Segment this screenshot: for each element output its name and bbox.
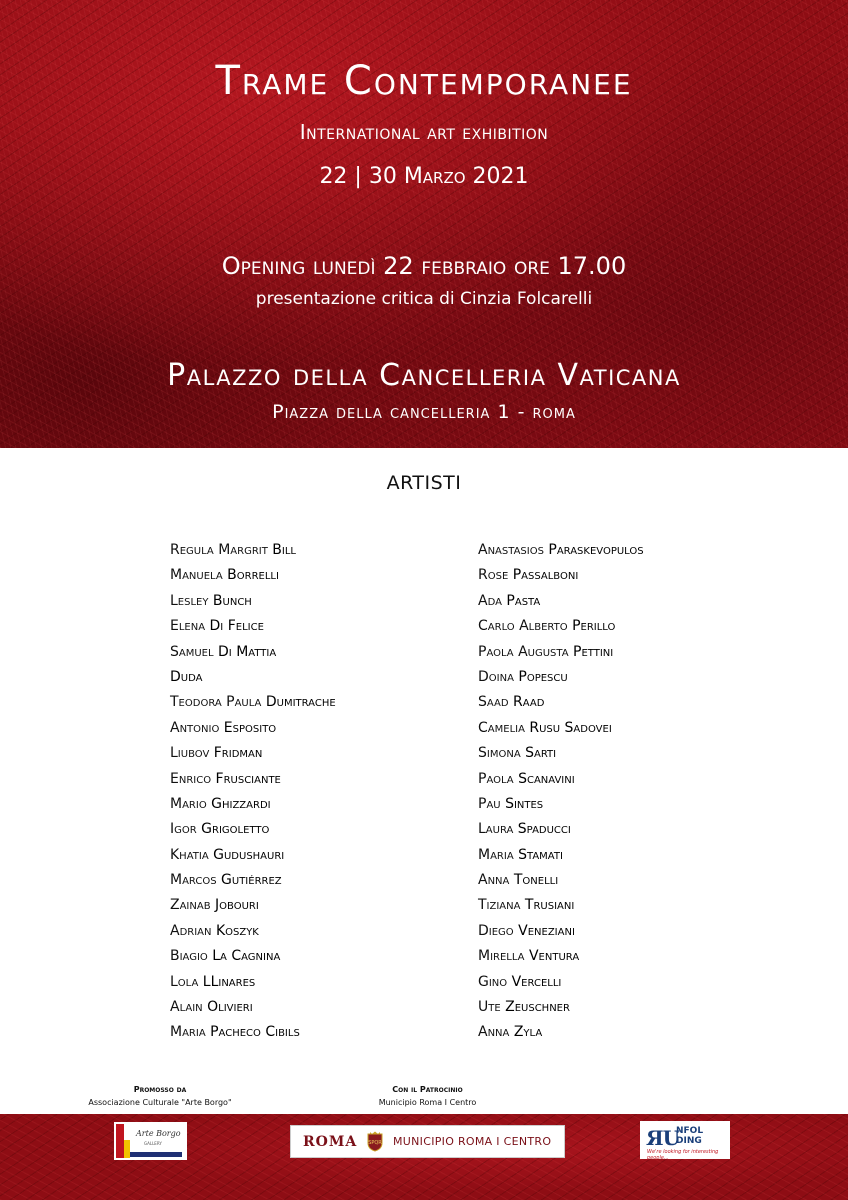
artist-last-name: Scanavini xyxy=(518,770,575,787)
artist-item xyxy=(170,972,336,997)
artist-first-name: Anna xyxy=(478,872,514,889)
venue-name: Palazzo della Cancelleria Vaticana xyxy=(167,358,681,393)
artist-last-name: Gutiérrez xyxy=(221,872,282,889)
artist-last-name: Zyla xyxy=(513,1024,543,1041)
artist-last-name: Veneziani xyxy=(518,922,575,939)
artist-first-name: Mirella xyxy=(478,948,529,965)
artist-item xyxy=(478,1022,644,1047)
artist-last-name: Spaducci xyxy=(517,821,571,838)
artist-first-name: Liubov xyxy=(170,745,214,762)
artist-item xyxy=(170,540,336,565)
artist-first-name: Tiziana xyxy=(478,897,525,914)
artist-item xyxy=(170,743,336,768)
artist-item xyxy=(170,870,336,895)
artist-last-name: Popescu xyxy=(518,668,568,685)
venue-address: Piazza della cancelleria 1 - roma xyxy=(272,401,576,423)
artist-item xyxy=(478,667,644,692)
artist-first-name: Paola xyxy=(478,770,519,787)
artist-item xyxy=(170,591,336,616)
artist-first-name: Ada xyxy=(478,592,507,609)
artist-last-name: Jobouri xyxy=(215,897,259,914)
artist-item xyxy=(170,845,336,870)
arte-borgo-wordmark: Arte Borgo xyxy=(136,1129,181,1138)
artist-last-name: Fridman xyxy=(213,745,263,762)
artist-first-name: Elena xyxy=(170,618,210,635)
artist-first-name: Adrian xyxy=(170,922,216,939)
artist-item xyxy=(170,921,336,946)
artist-item xyxy=(478,895,644,920)
artist-last-name: Passalboni xyxy=(512,567,579,584)
artist-item xyxy=(170,794,336,819)
municipio-roma-logo xyxy=(290,1125,565,1158)
promoter-org: Associazione Culturale "Arte Borgo" xyxy=(88,1098,232,1107)
opening-info: Opening lunedì 22 febbraio ore 17.00 xyxy=(221,252,627,280)
hero-banner xyxy=(0,0,848,448)
artist-item xyxy=(478,692,644,717)
artist-first-name: Maria xyxy=(478,846,519,863)
artist-item xyxy=(478,743,644,768)
artist-first-name: Teodora Paula xyxy=(170,694,266,711)
artist-item xyxy=(478,819,644,844)
artist-first-name: Camelia xyxy=(478,719,530,736)
artist-item xyxy=(170,565,336,590)
artist-last-name: Raad xyxy=(513,694,545,711)
artist-item xyxy=(478,845,644,870)
svg-text:SPQR: SPQR xyxy=(368,1140,382,1146)
artist-first-name: Alain xyxy=(170,999,208,1016)
artist-last-name: Frusciante xyxy=(215,770,281,787)
artist-item xyxy=(478,870,644,895)
artist-last-name: La Cagnina xyxy=(212,948,281,965)
artist-first-name: Mario xyxy=(170,795,212,812)
logo-bar-red xyxy=(116,1124,124,1158)
artist-first-name: Simona xyxy=(478,745,526,762)
artist-item xyxy=(170,895,336,920)
artist-first-name: Regula Margrit xyxy=(170,542,273,558)
artist-item xyxy=(478,794,644,819)
artist-last-name: Vercelli xyxy=(511,973,562,990)
artist-item xyxy=(478,616,644,641)
artist-last-name: Stamati xyxy=(518,846,563,863)
artist-item xyxy=(170,642,336,667)
artist-last-name: Dumitrache xyxy=(265,694,336,711)
artist-last-name: Tonelli xyxy=(513,872,559,889)
artist-last-name: Borrelli xyxy=(227,567,279,584)
artists-list-right xyxy=(478,540,644,1048)
artist-last-name: Pasta xyxy=(506,592,541,609)
artist-first-name: Antonio xyxy=(170,719,224,736)
artist-first-name: Maria xyxy=(170,1024,211,1041)
artist-first-name: Manuela xyxy=(170,567,228,584)
artist-item xyxy=(478,946,644,971)
artist-item xyxy=(478,540,644,565)
artist-item xyxy=(478,565,644,590)
artist-item xyxy=(170,946,336,971)
artist-last-name: Pettini xyxy=(573,643,614,660)
artist-first-name: Laura xyxy=(478,821,518,838)
artist-first-name: Igor xyxy=(170,821,202,838)
promoter-credit xyxy=(70,1083,250,1109)
artist-first-name: Carlo Alberto xyxy=(478,618,573,635)
unfolding-monogram: ЯU xyxy=(646,1126,680,1150)
unfolding-mid: DING xyxy=(676,1136,702,1146)
critic-presentation: presentazione critica di Cinzia Folcarelli xyxy=(255,289,593,309)
artist-first-name: Doina xyxy=(478,668,519,685)
exhibition-title: Trame Contemporanee xyxy=(215,58,633,104)
artist-first-name: Pau xyxy=(478,795,506,812)
artist-last-name: Duda xyxy=(170,668,203,685)
artist-last-name: Zeuschner xyxy=(505,999,570,1016)
artist-first-name: Gino xyxy=(478,973,512,990)
municipio-label: MUNICIPIO ROMA I CENTRO xyxy=(393,1135,552,1148)
artist-last-name: Ghizzardi xyxy=(211,795,271,812)
artist-last-name: Gudushauri xyxy=(213,846,285,863)
artist-item xyxy=(170,616,336,641)
arte-borgo-logo xyxy=(114,1122,187,1160)
artist-last-name: Trusiani xyxy=(524,897,575,914)
artist-item xyxy=(478,972,644,997)
artist-last-name: LLinares xyxy=(202,973,256,990)
artist-item xyxy=(170,819,336,844)
artist-first-name: Anastasios xyxy=(478,542,549,558)
artist-item xyxy=(478,997,644,1022)
artist-last-name: Rusu Sadovei xyxy=(529,719,612,736)
artist-last-name: Perillo xyxy=(572,618,616,635)
unfolding-tagline: We're looking for interesting people... xyxy=(647,1149,719,1161)
artist-first-name: Anna xyxy=(478,1024,514,1041)
artist-first-name: Lola xyxy=(170,973,203,990)
artist-item xyxy=(170,692,336,717)
artist-last-name: Koszyk xyxy=(215,922,259,939)
exhibition-subtitle: International art exhibition xyxy=(299,120,549,144)
artist-last-name: Ventura xyxy=(528,948,580,965)
artist-last-name: Olivieri xyxy=(207,999,253,1016)
artist-last-name: Di Felice xyxy=(209,618,264,635)
artist-last-name: Sarti xyxy=(525,745,557,762)
artist-item xyxy=(170,769,336,794)
artist-last-name: Di Mattia xyxy=(218,643,277,660)
artist-last-name: Bill xyxy=(272,542,296,558)
artist-item xyxy=(478,591,644,616)
arte-borgo-sub: GALLERY xyxy=(144,1141,162,1146)
artist-first-name: Enrico xyxy=(170,770,216,787)
artist-item xyxy=(478,642,644,667)
unfolding-logo xyxy=(640,1121,730,1159)
artist-item xyxy=(170,997,336,1022)
artist-first-name: Diego xyxy=(478,922,519,939)
artist-first-name: Paola Augusta xyxy=(478,643,574,660)
artists-list-left xyxy=(170,540,336,1048)
artist-item xyxy=(170,667,336,692)
artist-first-name: Saad xyxy=(478,694,513,711)
artist-item xyxy=(170,1022,336,1047)
artists-heading: ARTISTI xyxy=(386,472,462,494)
unfolding-top: NFOL xyxy=(676,1126,704,1136)
artist-first-name: Lesley xyxy=(170,592,213,609)
artist-last-name: Grigoletto xyxy=(201,821,270,838)
artist-last-name: Esposito xyxy=(223,719,277,736)
artist-last-name: Paraskevopulos xyxy=(548,542,644,558)
artist-first-name: Ute xyxy=(478,999,506,1016)
artist-item xyxy=(478,769,644,794)
exhibition-dates: 22 | 30 Marzo 2021 xyxy=(319,164,529,189)
patronage-heading: Con il Patrocinio xyxy=(392,1085,463,1094)
artist-item xyxy=(478,718,644,743)
roma-wordmark: ROMA xyxy=(303,1134,358,1150)
promoter-heading: Promosso da xyxy=(133,1085,187,1094)
roma-shield-icon xyxy=(367,1131,383,1152)
artist-first-name: Marcos xyxy=(170,872,222,889)
patronage-credit xyxy=(335,1083,520,1109)
artist-first-name: Khatia xyxy=(170,846,214,863)
artist-first-name: Biagio xyxy=(170,948,213,965)
artist-last-name: Pacheco Cibils xyxy=(210,1024,300,1041)
artist-first-name: Zainab xyxy=(170,897,216,914)
artist-item xyxy=(478,921,644,946)
logo-bar-blue xyxy=(130,1152,182,1157)
artist-item xyxy=(170,718,336,743)
artist-first-name: Samuel xyxy=(170,643,219,660)
artist-last-name: Bunch xyxy=(212,592,252,609)
artist-first-name: Rose xyxy=(478,567,513,584)
artist-last-name: Sintes xyxy=(505,795,544,812)
patronage-org: Municipio Roma I Centro xyxy=(378,1098,477,1107)
